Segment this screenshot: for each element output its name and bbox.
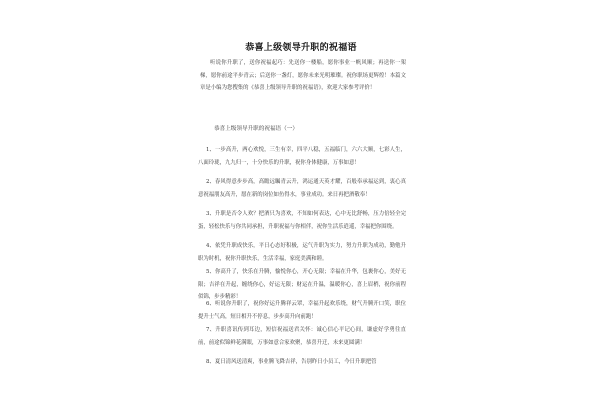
document-page — [194, 0, 408, 400]
blessing-item-1: 1、一步高升，两心欢悦，三生有幸，四平八稳，五福临门，六六大顺，七彩人生，八面玲珑，九九归一，十分快乐的升职，祝你身体健康，万事如意！ — [198, 147, 406, 166]
blessing-item-8: 8、夏日清风送清爽，事业腾飞降吉祥，告别昨日小员工，今日升职把管 — [206, 359, 377, 365]
document-title: 恭喜上级领导升职的祝福语 — [245, 43, 357, 53]
section-subtitle: 恭喜上级领导升职的祝福语（一） — [214, 126, 298, 132]
blessing-item-6: 6、听说你升职了，祝你好运升腾祥云罩，幸福升起欢乐绕，财气升腾开口笑，职位提升士气高，短日相升不停息，步步高升向前跑！ — [198, 301, 406, 320]
blessing-item-3: 3、升职是否令人欢？把酒只为喜欢，不知如何表达，心中无比舒畅，压力倍轻全完蛋，轻松快乐与你共同承担，升职祝福与你相伴，祝你生活乐逍遥，幸福把你围绕。 — [198, 211, 406, 230]
blessing-item-5: 5、你高升了，快乐在升腾，愉悦你心，开心无限；幸福在升华，包裹你心，美好无限；吉祥在升起，缠绕你心，好运无限；财运在升温，温暖你心，喜上眉梢，祝你前程似锦，步步精彩！ — [198, 269, 406, 301]
blessing-item-2: 2、春风得意步步高，高瞻远瞩青云升，鸿运通天英才耀，百般奉承福运到，衷心真意祝福朋友高升，愿在新的岗位如鱼得水，事业成功。来日再把酒敬奉！ — [198, 179, 406, 198]
blessing-item-7: 7、升职喜讯传到耳边，短信祝福送君关怀：诚心信心平记心间，谦虚好学勇往直前，前途似锦鲜花满眼，万事如意合家欢聚，恭喜升迁，未来更圆满！ — [198, 327, 406, 346]
intro-paragraph: 听说你升职了，送你祝福起巧：先送你一楼船，愿你事业一帆风顺；再送你一架梯，愿你前途平步青云；后送你一盏灯，愿你未来光明璀璨。祝你职场更辉煌！本篇文章是小编为您搜集的《恭喜上级领导升职的祝福语》，欢迎大家参考评价！ — [200, 60, 406, 92]
blessing-item-4: 4、依凭升职成快乐，平日心态好积极，运气升职为实力，努力升职为成功，勤勉升职为时机，祝你升职快乐，生活幸福，家庭美满和睦。 — [198, 243, 406, 262]
